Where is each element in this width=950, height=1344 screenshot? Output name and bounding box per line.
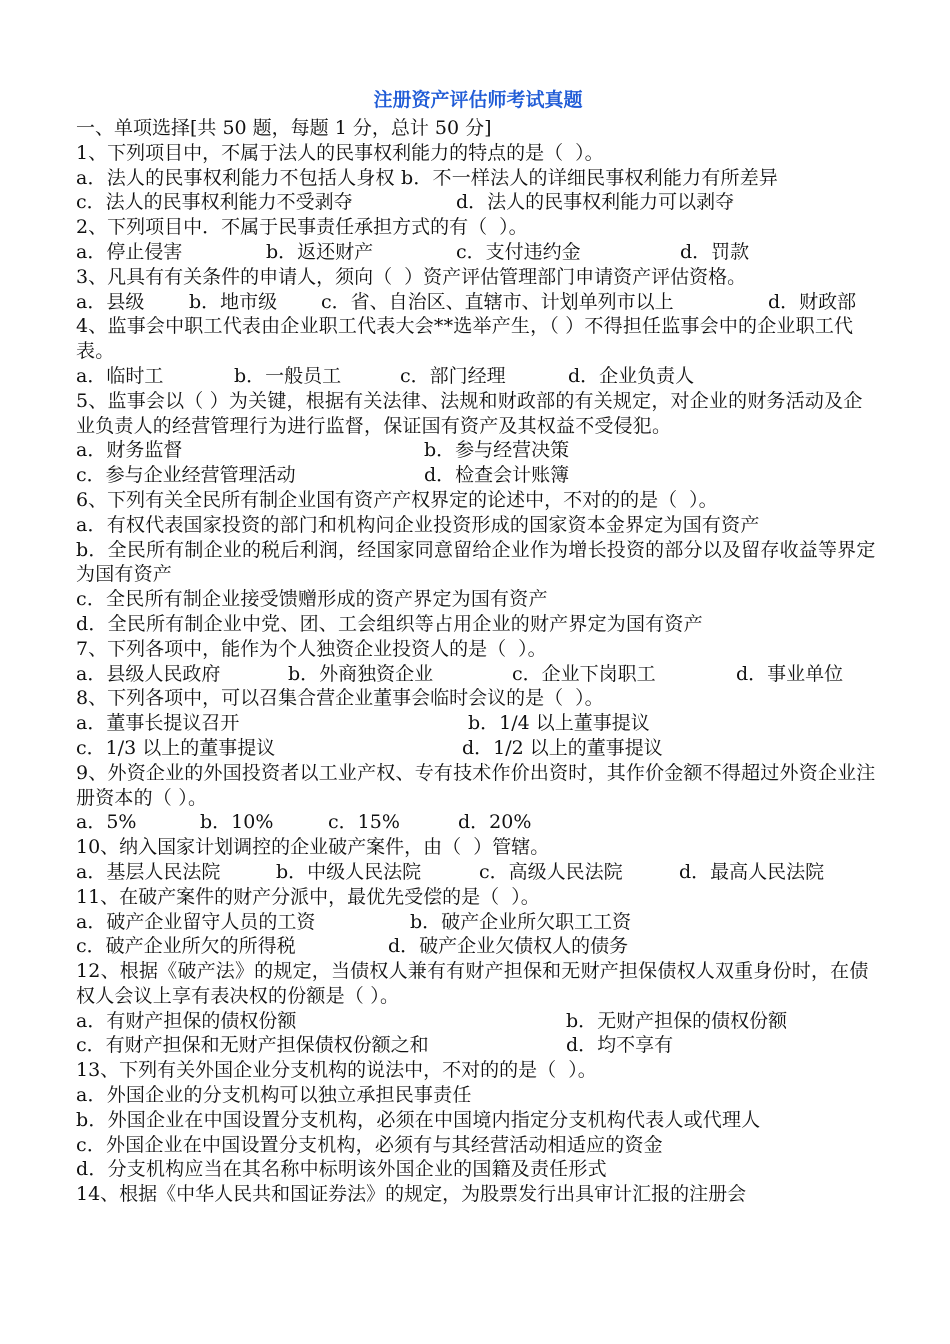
q3-option-b: b．地市级: [189, 290, 278, 313]
q8-options-cd: [76, 736, 880, 761]
q1-options-ab: a．法人的民事权利能力不包括人身权 b．不一样法人的详细民事权利能力有所差异: [76, 166, 779, 189]
question-12: 12、根据《破产法》的规定，当债权人兼有有财产担保和无财产担保债权人双重身份时，在债权人会议上享有表决权的份额是（ ）。: [76, 960, 869, 1007]
q5-option-b: b．参与经营决策: [424, 439, 570, 462]
q4-option-d: d．企业负责人: [568, 364, 695, 387]
q8-option-c: c．1/3 以上的董事提议: [76, 736, 276, 759]
question-8: 8、下列各项中，可以召集合营企业董事会临时会议的是（ ）。: [76, 687, 604, 710]
q4-option-c: c．部门经理: [400, 364, 506, 387]
q9-option-c: c．15%: [328, 811, 400, 834]
q4-option-a: a．临时工: [76, 364, 164, 387]
q7-option-d: d．事业单位: [736, 662, 844, 685]
q9-option-b: b．10%: [200, 811, 274, 834]
q13-option-c: c．外国企业在中国设置分支机构，必须有与其经营活动相适应的资金: [76, 1133, 663, 1156]
q8-options-ab: [76, 711, 880, 736]
question-5: 5、监事会以（ ）为关键，根据有关法律、法规和财政部的有关规定，对企业的财务活动及企业负责人的经营管理行为进行监督，保证国有资产及其权益不受侵犯。: [76, 389, 863, 437]
q8-option-b: b．1/4 以上董事提议: [468, 712, 650, 735]
q12-option-c: c．有财产担保和无财产担保债权份额之和: [76, 1034, 429, 1057]
q12-options-cd: [76, 1033, 880, 1058]
question-1: 1、下列项目中，不属于法人的民事权利能力的特点的是（ ）。: [76, 141, 604, 164]
q13-option-b: b．外国企业在中国设置分支机构，必须在中国境内指定分支机构代表人或代理人: [76, 1108, 761, 1131]
q12-option-a: a．有财产担保的债权份额: [76, 1009, 297, 1032]
question-3: 3、凡具有有关条件的申请人，须向（ ）资产评估管理部门申请资产评估资格。: [76, 265, 747, 288]
q10-option-d: d．最高人民法院: [679, 860, 825, 883]
q7-option-b: b．外商独资企业: [288, 662, 434, 685]
q3-option-d: d．财政部: [768, 290, 857, 313]
q9-option-d: d．20%: [458, 811, 532, 834]
q2-option-b: b．返还财产: [266, 240, 374, 263]
question-4: 4、监事会中职工代表由企业职工代表大会**选举产生，（ ）不得担任监事会中的企业职工代表。: [76, 315, 854, 363]
q11-options-ab: [76, 910, 880, 935]
q5-option-a: a．财务监督: [76, 439, 183, 462]
q2-options: [76, 240, 880, 265]
question-11: 11、在破产案件的财产分派中，最优先受偿的是（ ）。: [76, 885, 540, 908]
section-heading: 一、单项选择[共 50 题，每题 1 分，总计 50 分]: [76, 117, 492, 139]
q3-options: [76, 290, 880, 315]
q10-option-a: a．基层人民法院: [76, 860, 221, 883]
question-13: 13、下列有关外国企业分支机构的说法中，不对的的是（ ）。: [76, 1059, 597, 1082]
q7-option-c: c．企业下岗职工: [512, 662, 656, 685]
q6-option-b: b．全民所有制企业的税后利润，经国家同意留给企业作为增长投资的部分以及留存收益等界定为国有资产: [76, 538, 876, 586]
q7-option-a: a．县级人民政府: [76, 662, 221, 685]
q3-option-c: c．省、自治区、直辖市、计划单列市以上: [321, 290, 674, 313]
q4-options: [76, 364, 880, 389]
question-2: 2、下列项目中．不属于民事责任承担方式的有（ ）。: [76, 216, 528, 239]
q9-option-a: a．5%: [76, 811, 137, 834]
q1-options-cd: [76, 190, 880, 215]
q1-option-d: d．法人的民事权利能力可以剥夺: [456, 191, 735, 214]
q11-option-a: a．破产企业留守人员的工资: [76, 910, 316, 933]
q1-option-c: c．法人的民事权利能力不受剥夺: [76, 191, 353, 214]
q13-option-d: d．分支机构应当在其名称中标明该外国企业的国籍及责任形式: [76, 1158, 607, 1181]
q5-option-d: d．检查会计账簿: [424, 464, 570, 487]
q5-options-cd: [76, 463, 880, 488]
q6-option-a: a．有权代表国家投资的部门和机构问企业投资形成的国家资本金界定为国有资产: [76, 513, 760, 536]
q10-option-c: c．高级人民法院: [479, 860, 623, 883]
q2-option-a: a．停止侵害: [76, 240, 183, 263]
q11-option-c: c．破产企业所欠的所得税: [76, 935, 296, 958]
q12-option-b: b．无财产担保的债权份额: [566, 1009, 788, 1032]
q6-option-d: d．全民所有制企业中党、团、工会组织等占用企业的财产界定为国有资产: [76, 612, 703, 635]
q6-option-c: c．全民所有制企业接受馈赠形成的资产界定为国有资产: [76, 588, 548, 611]
page-title: 注册资产评估师考试真题: [373, 89, 583, 111]
q9-options: [76, 810, 880, 835]
q5-option-c: c．参与企业经营管理活动: [76, 464, 296, 487]
q2-option-c: c．支付违约金: [456, 240, 581, 263]
question-9: 9、外资企业的外国投资者以工业产权、专有技术作价出资时，其作价金额不得超过外资企业注册资本的（ ）。: [76, 761, 876, 809]
q5-options-ab: [76, 438, 880, 463]
q12-options-ab: [76, 1009, 880, 1034]
question-7: 7、下列各项中，能作为个人独资企业投资人的是（ ）。: [76, 637, 547, 660]
question-14: 14、根据《中华人民共和国证券法》的规定，为股票发行出具审计汇报的注册会: [76, 1183, 747, 1206]
q10-option-b: b．中级人民法院: [276, 860, 422, 883]
q2-option-d: d．罚款: [680, 240, 750, 263]
question-6: 6、下列有关全民所有制企业国有资产产权界定的论述中，不对的的是（ ）。: [76, 488, 718, 511]
q3-option-a: a．县级: [76, 290, 145, 313]
q8-option-d: d．1/2 以上的董事提议: [462, 736, 663, 759]
q13-option-a: a．外国企业的分支机构可以独立承担民事责任: [76, 1084, 472, 1107]
q11-option-d: d．破产企业欠债权人的债务: [388, 935, 629, 958]
question-10: 10、纳入国家计划调控的企业破产案件，由（ ）管辖。: [76, 836, 550, 859]
q10-options: [76, 860, 880, 885]
q12-option-d: d．均不享有: [566, 1034, 674, 1057]
q11-option-b: b．破产企业所欠职工工资: [410, 910, 632, 933]
q8-option-a: a．董事长提议召开: [76, 712, 240, 735]
q4-option-b: b．一般员工: [234, 364, 342, 387]
q7-options: [76, 662, 880, 687]
q11-options-cd: [76, 934, 880, 959]
